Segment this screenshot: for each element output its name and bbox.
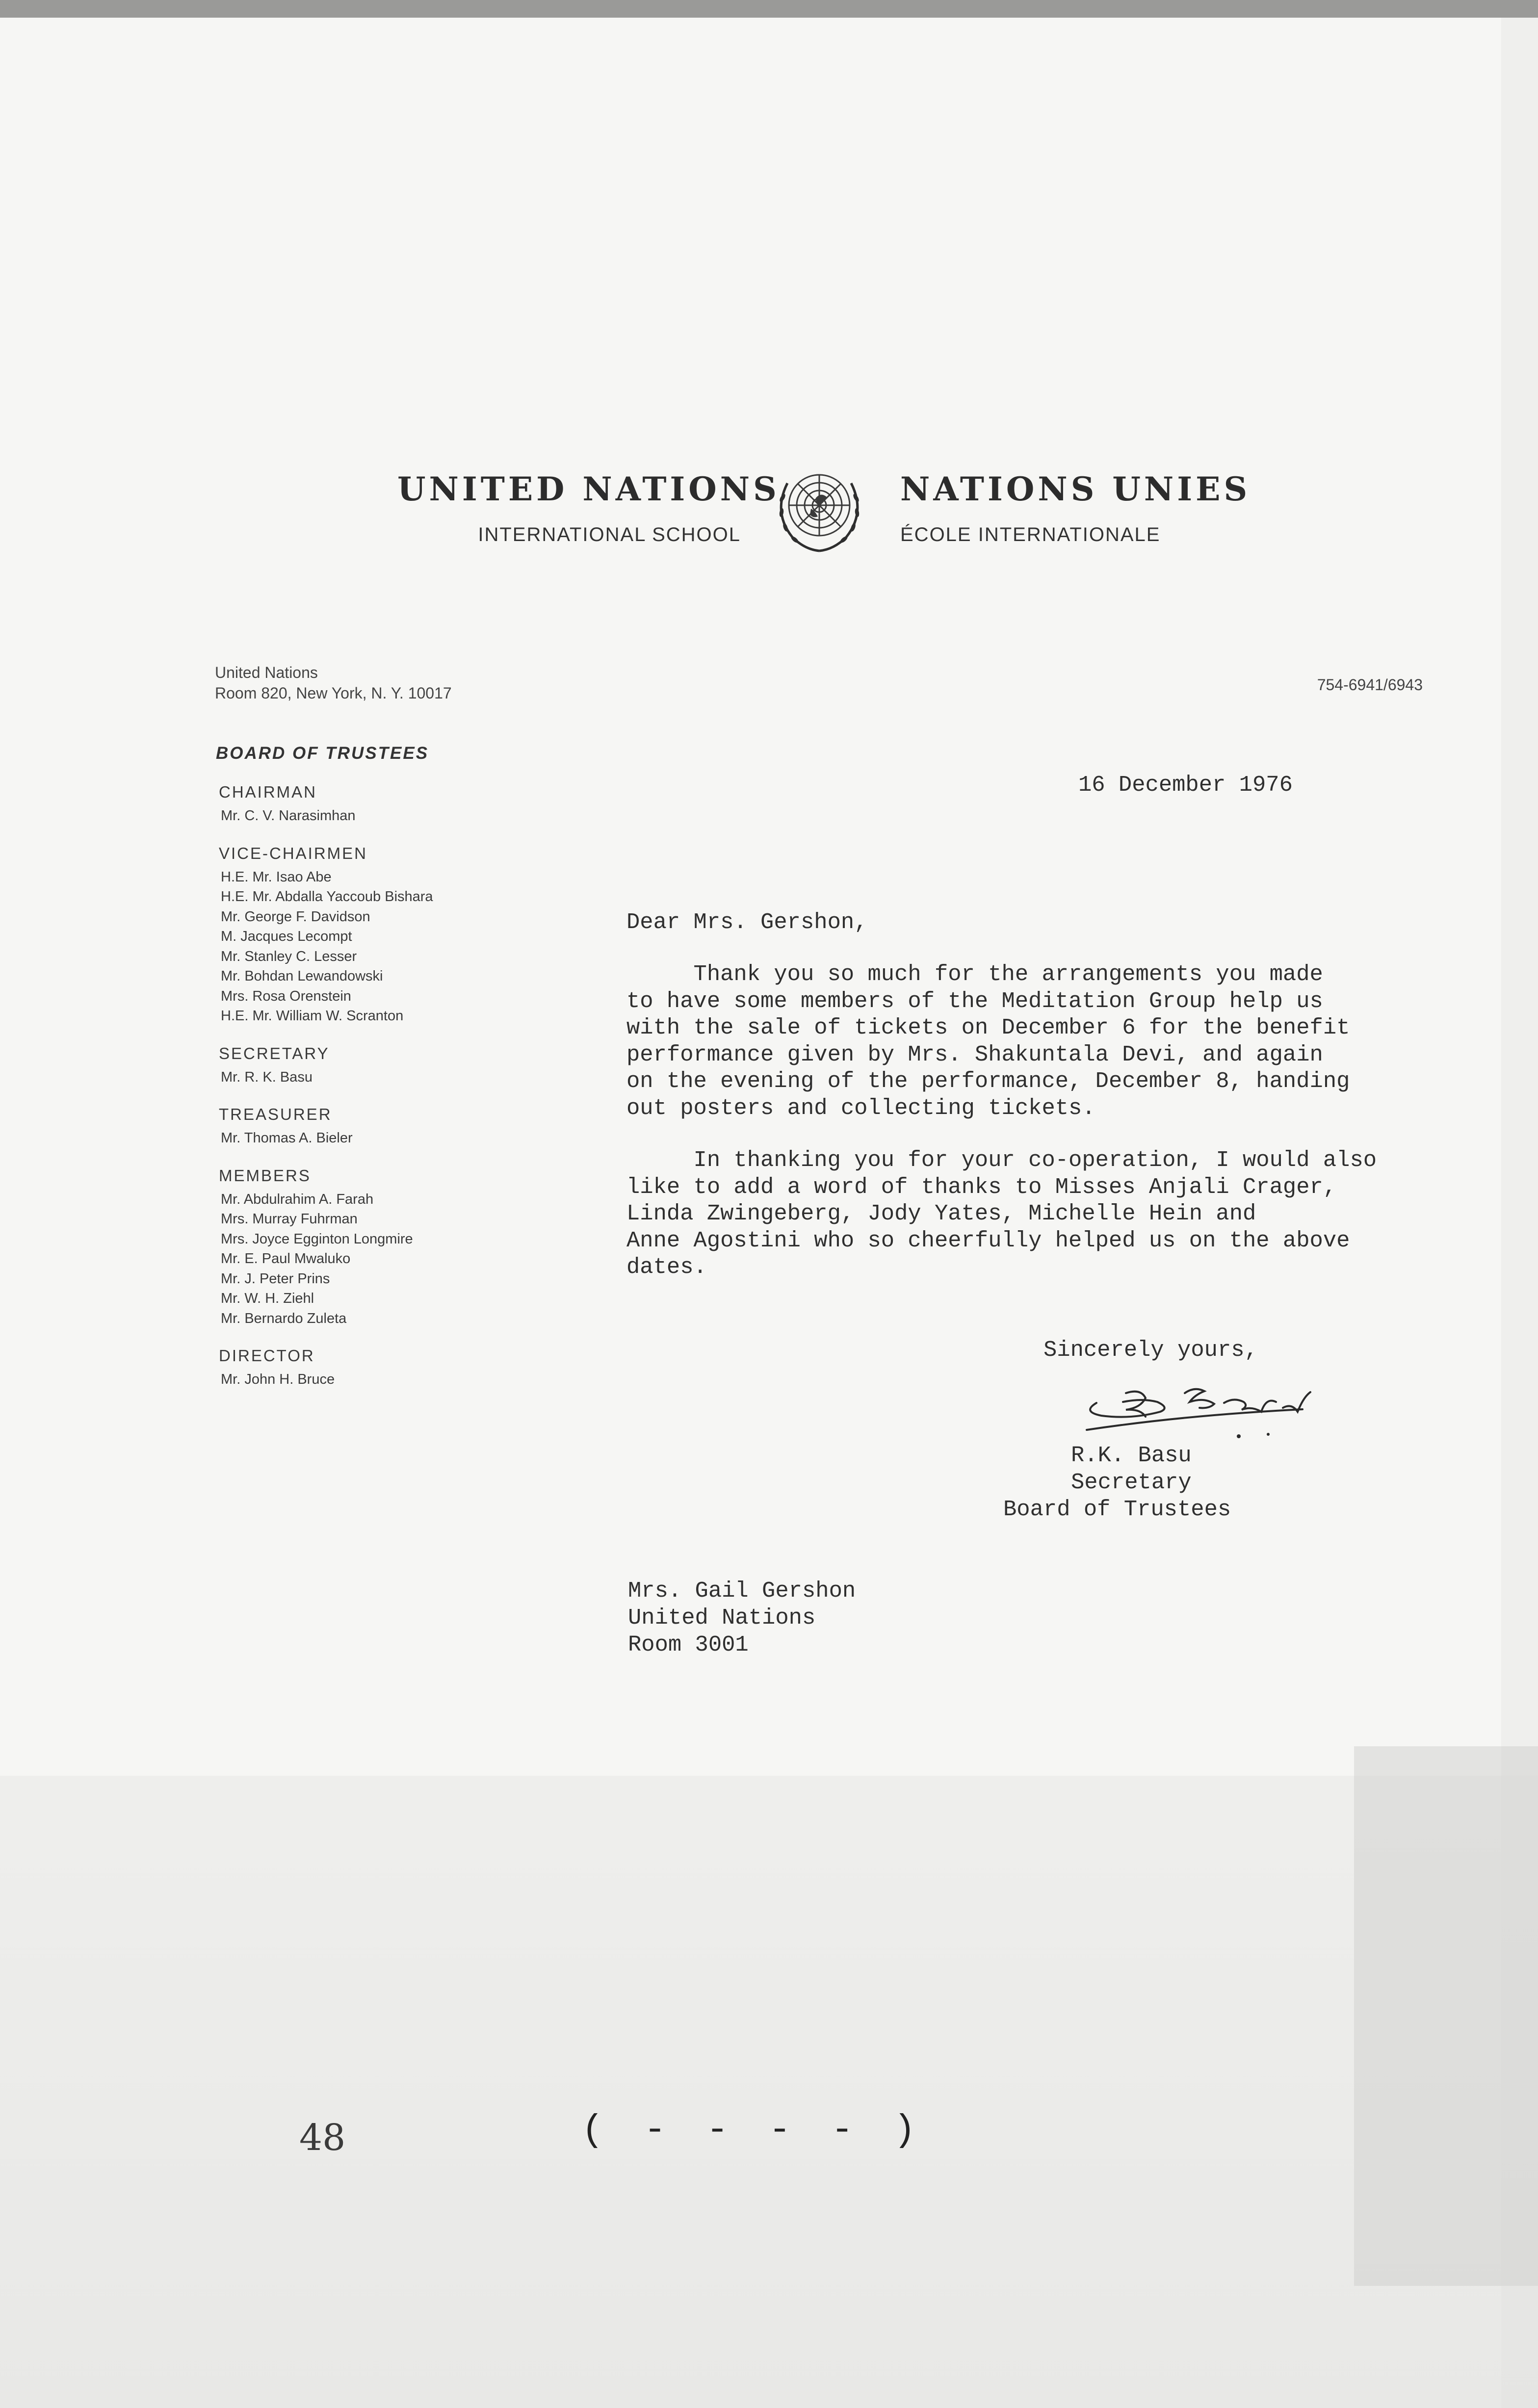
board-member: Mrs. Rosa Orenstein	[221, 988, 351, 1004]
board-member: Mr. C. V. Narasimhan	[221, 808, 356, 824]
board-list	[219, 782, 523, 1407]
board-role: TREASURER	[219, 1105, 332, 1123]
letter-line: out posters and collecting tickets.	[626, 1095, 1095, 1121]
board-names	[221, 806, 523, 826]
un-emblem-icon	[768, 464, 871, 557]
letter-line: with the sale of tickets on December 6 for the benefit	[626, 1015, 1350, 1040]
board-names	[221, 1128, 523, 1148]
letter-line: In thanking you for your co-operation, I would also	[626, 1147, 1377, 1173]
board-names	[221, 1067, 523, 1087]
letter-line: Anne Agostini who so cheerfully helped us on the above	[626, 1227, 1350, 1253]
paragraph-2	[626, 1147, 1377, 1281]
recipient-block	[628, 1578, 856, 1658]
board-member: M. Jacques Lecompt	[221, 929, 352, 944]
salutation: Dear Mrs. Gershon,	[626, 909, 868, 935]
signer-name: R.K. Basu	[1071, 1443, 1192, 1468]
letter-line: performance given by Mrs. Shakuntala Devi, and again	[626, 1041, 1323, 1067]
letterhead-school-en: INTERNATIONAL SCHOOL	[478, 524, 741, 545]
school-address	[215, 662, 452, 703]
board-member: Mrs. Murray Fuhrman	[221, 1211, 358, 1227]
board-role: SECRETARY	[219, 1044, 330, 1062]
scan-top-edge	[0, 0, 1538, 18]
board-member: Mr. Thomas A. Bieler	[221, 1130, 353, 1146]
signer-org: Board of Trustees	[1003, 1497, 1231, 1522]
address-line-2: Room 820, New York, N. Y. 10017	[215, 684, 452, 702]
recipient-org: United Nations	[628, 1605, 816, 1631]
board-member: Mr. R. K. Basu	[221, 1069, 313, 1085]
letter-line: like to add a word of thanks to Misses Anjali Crager,	[626, 1174, 1337, 1200]
recipient-name: Mrs. Gail Gershon	[628, 1578, 856, 1604]
board-names	[221, 1370, 523, 1390]
board-member: Mr. Bernardo Zuleta	[221, 1310, 347, 1326]
board-member: Mr. E. Paul Mwaluko	[221, 1251, 351, 1267]
footer-marks: ( - - - - )	[581, 2109, 925, 2151]
letter-line: to have some members of the Meditation Group help us	[626, 988, 1323, 1014]
board-member: Mr. J. Peter Prins	[221, 1270, 330, 1287]
letter-line: dates.	[626, 1254, 707, 1280]
scan-shadow-right	[1354, 1746, 1538, 2286]
board-role: DIRECTOR	[219, 1346, 315, 1365]
board-member: Mr. Abdulrahim A. Farah	[221, 1191, 374, 1207]
page-number: 48	[299, 2117, 346, 2159]
signature	[1077, 1373, 1352, 1447]
board-member: H.E. Mr. William W. Scranton	[221, 1008, 404, 1024]
closing: Sincerely yours,	[1043, 1337, 1258, 1363]
board-member: Mr. John H. Bruce	[221, 1372, 335, 1387]
board-names	[221, 1190, 523, 1329]
board-role: CHAIRMAN	[219, 783, 317, 801]
board-member: Mr. W. H. Ziehl	[221, 1291, 314, 1306]
scan-shadow	[0, 1776, 1538, 2408]
letter-line: Linda Zwingeberg, Jody Yates, Michelle Hein and	[626, 1201, 1256, 1226]
board-member: Mr. Bohdan Lewandowski	[221, 968, 383, 984]
recipient-room: Room 3001	[628, 1632, 749, 1657]
board-member: H.E. Mr. Abdalla Yaccoub Bishara	[221, 889, 433, 905]
board-member: Mr. Stanley C. Lesser	[221, 948, 357, 964]
board-member: H.E. Mr. Isao Abe	[221, 869, 332, 885]
letter-line: on the evening of the performance, December 8, handing	[626, 1068, 1350, 1094]
paragraph-1	[626, 961, 1350, 1121]
letterhead-org-fr: NATIONS UNIES	[900, 470, 1251, 508]
signer-title: Secretary	[1071, 1470, 1192, 1495]
letter-date: 16 December 1976	[1078, 772, 1293, 798]
letterhead-school-fr: ÉCOLE INTERNATIONALE	[900, 524, 1161, 545]
board-member: Mrs. Joyce Egginton Longmire	[221, 1231, 413, 1247]
board-title: BOARD OF TRUSTEES	[216, 744, 429, 763]
board-names	[221, 867, 523, 1026]
board-role: VICE-CHAIRMEN	[219, 844, 368, 862]
board-role: MEMBERS	[219, 1166, 311, 1185]
letterhead-org-en: UNITED NATIONS	[397, 470, 780, 508]
address-line-1: United Nations	[215, 664, 318, 681]
phone-number: 754-6941/6943	[1317, 676, 1423, 694]
board-member: Mr. George F. Davidson	[221, 908, 370, 925]
letter-line: Thank you so much for the arrangements you made	[626, 961, 1323, 987]
